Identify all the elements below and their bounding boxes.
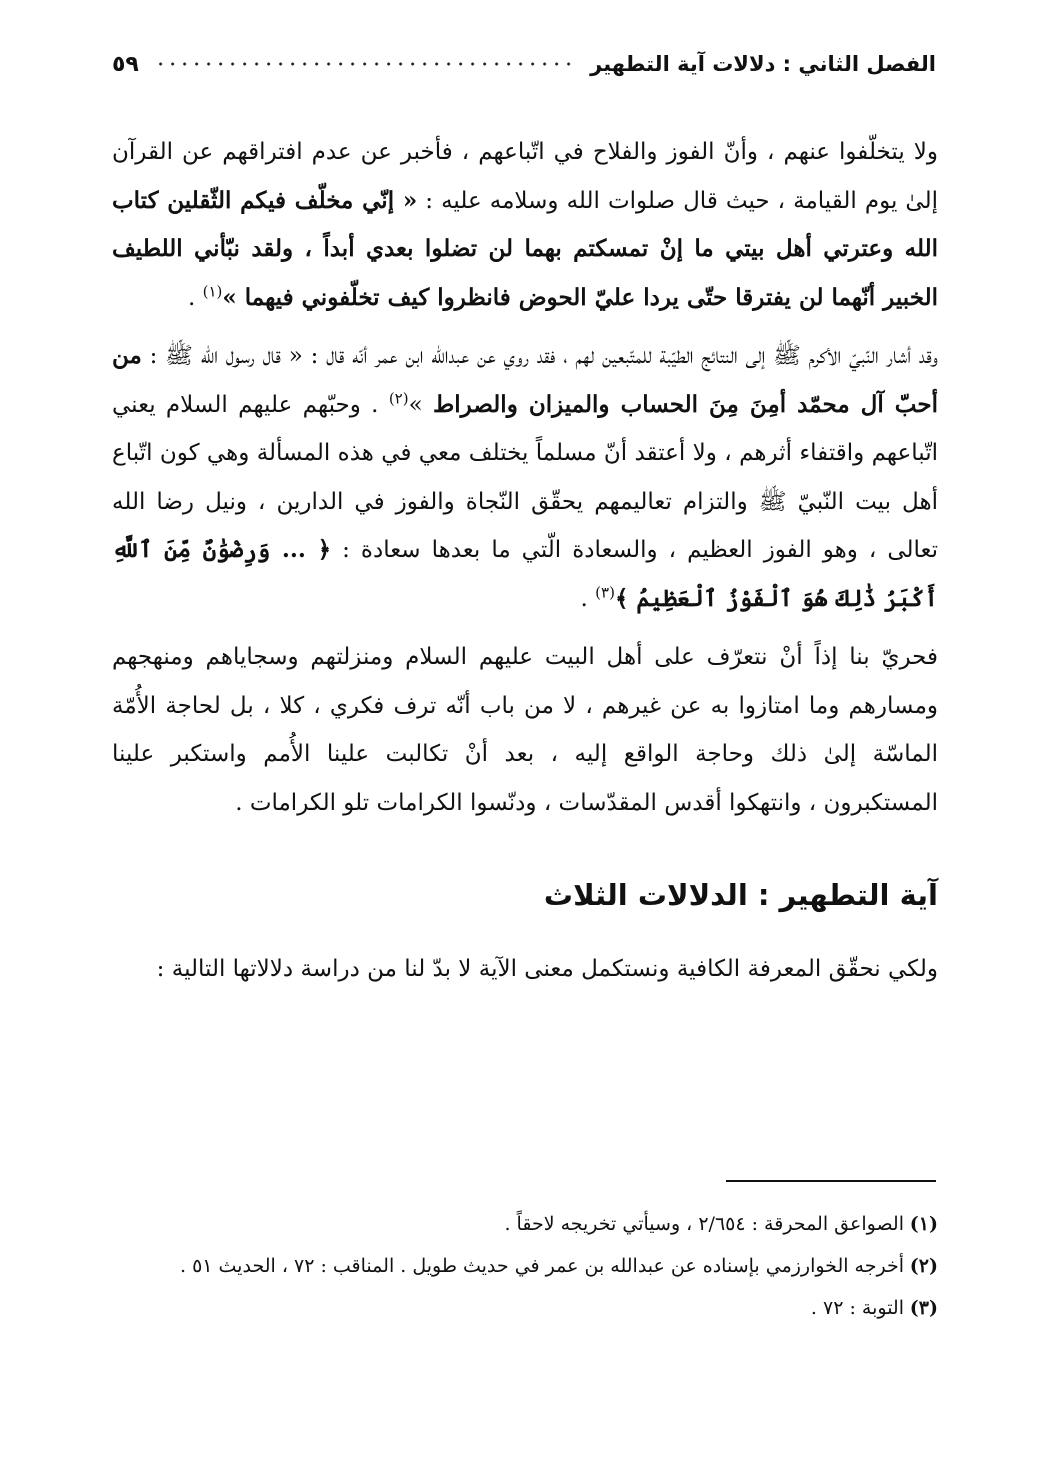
paragraph-1-text: ولا يتخلّفوا عنهم ، وأنّ الفوز والفلاح في اتّباعهم ، فأخبر عن عدم افتراقهم عن القرآن إلىٰ يوم القيامة ، حيث قال صلوات الله وسلامه عليه :: [112, 139, 938, 214]
paragraph-2-body: . وحبّهم عليهم السلام يعني اتّباعهم واقتفاء أثرهم ، ولا أعتقد أنّ مسلماً يختلف معي في هذه المسألة وهي كون اتّباع أهل بيت النّبيّ ﷺ والتزام تعاليمهم يحقّق النّجاة والفوز في الدارين ، ونيل رضا الله تعالى ، وهو الفوز العظيم ، والسعادة الّتي ما بعدها سعادة :: [112, 391, 938, 563]
footnote-text: الصواعق المحرقة : ٢/٦٥٤ ، وسيأتي تخريجه لاحقاً .: [504, 1213, 904, 1235]
hadith-quote-love: من أحبّ آل محمّد أمِنَ مِنَ الحساب والميزان والصراط: [112, 342, 938, 418]
paragraph-3: [112, 633, 938, 827]
paragraph-2-intro: وقد أشار النّبيّ الأكرم ﷺ إلى النتائج الطيّبة للمتّبعين لهم ، فقد روي عن عبدالله ابن عمر أنّه قال : « قال رسول الله ﷺ :: [141, 343, 938, 369]
footnote-item: [112, 1246, 938, 1286]
paragraph-4: [112, 945, 938, 994]
chapter-title: الفصل الثاني : دلالات آية التطهير: [590, 52, 936, 76]
paragraph-1: [112, 128, 938, 322]
footnote-number: (٢): [909, 1255, 938, 1277]
footnote-item: [112, 1204, 938, 1244]
quranic-verse: ﴿ ... وَرِضْوَٰنٌ مِّنَ ٱللَّهِ أَكْبَرُ ذَٰلِكَ هُوَ ٱلْفَوْزُ ٱلْعَظِيمُ ﴾: [112, 536, 938, 612]
paragraph-4-text: ولكي نحقّق المعرفة الكافية ونستكمل معنى الآية لا بدّ لنا من دراسة دلالاتها التالية :: [156, 956, 938, 982]
footnote-number: (٣): [909, 1297, 938, 1319]
paragraph-2-end: .: [580, 585, 596, 612]
main-body: [112, 128, 938, 994]
quote-close: »: [408, 391, 433, 418]
footnote-divider: [726, 1180, 936, 1182]
footnote-text: التوبة : ٧٢ .: [810, 1297, 904, 1319]
hadith-quote-thaqalayn: « إنّي مخلّف فيكم الثّقلين كتاب الله وعترتي أهل بيتي ما إنْ تمسكتم بهما لن تضلوا بعدي أبداً ، ولقد نبّأني اللطيف الخبير أنّهما لن يفترقا حتّى يردا عليّ الحوض فانظروا كيف تخلّفوني فيهما »: [112, 186, 938, 311]
section-heading: آية التطهير : الدلالات الثلاث: [543, 878, 938, 912]
footnotes: [112, 1204, 938, 1330]
footnote-ref-2[interactable]: (٢): [388, 388, 409, 407]
footnote-item: [112, 1288, 938, 1328]
footnote-text: أخرجه الخوارزمي بإسناده عن عبدالله بن عمر في حديث طويل . المناقب : ٧٢ ، الحديث ٥١ .: [179, 1255, 904, 1277]
paragraph-2: [112, 332, 938, 623]
paragraph-3-text: فحريّ بنا إذاً أنْ نتعرّف على أهل البيت عليهم السلام ومنزلتهم وسجاياهم ومنهجهم ومسارهم وما امتازوا به عن غيرهم ، لا من باب أنّه ترف فكري ، كلا ، بل لحاجة الأُمّة الماسّة إلىٰ ذلك وحاجة الواقع إليه ، بعد أنْ تكالبت علينا الأُمم واستكبر علينا المستكبرون ، وانتهكوا أقدس المقدّسات ، ودنّسوا الكرامات تلو الكرامات .: [112, 644, 938, 816]
running-header: [112, 44, 936, 84]
paragraph-1-end: .: [187, 284, 203, 311]
page-number: ٥٩: [112, 51, 139, 77]
footnote-ref-1[interactable]: (١): [202, 281, 223, 300]
footnote-ref-3[interactable]: (٣): [595, 582, 615, 601]
footnote-number: (١): [909, 1213, 938, 1235]
leader-dots: [157, 62, 572, 66]
